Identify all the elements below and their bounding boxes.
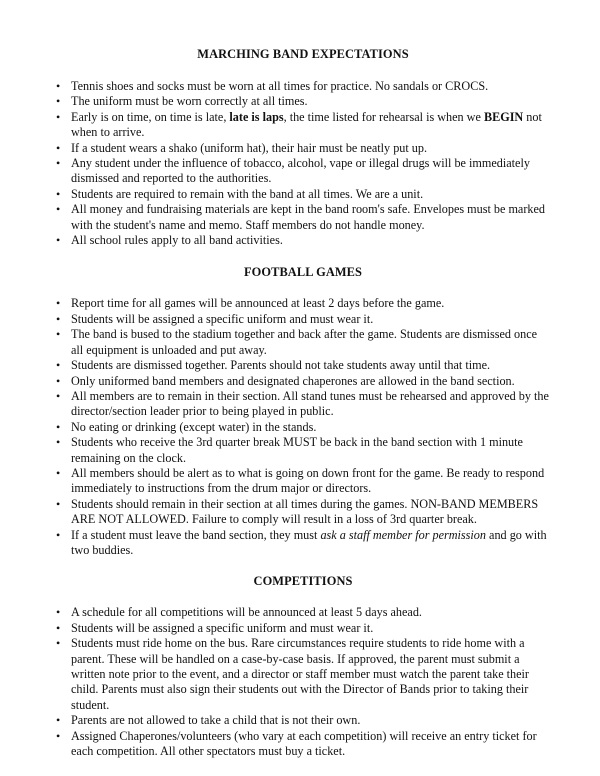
list-item xyxy=(56,466,550,497)
item-text: All members should be alert as to what is going on down front for the game. Be ready to respond immediately to instructions from the drum major or directors. xyxy=(71,465,545,496)
list-item xyxy=(56,327,550,358)
list-item xyxy=(56,233,550,248)
list-item xyxy=(56,374,550,389)
bold-text: BEGIN xyxy=(483,109,524,124)
list-item xyxy=(56,141,550,156)
list-item xyxy=(56,636,550,713)
item-text: Students must ride home on the bus. Rare circumstances require students to ride home with a parent. These will be handled on a case-by-case basis. If approved, the parent must submit a written note prior to the event, and a director or staff member must watch the parent take their child. Parents must also sign their students out with the Director of Bands prior to taking their student. xyxy=(71,636,529,712)
item-text: The uniform must be worn correctly at all times. xyxy=(71,94,308,109)
item-text: Assigned Chaperones/volunteers (who vary at each competition) will receive an entry ticket for each competition. All other spectators must buy a ticket. xyxy=(71,728,537,759)
item-text: Only uniformed band members and designated chaperones are allowed in the band section. xyxy=(71,373,515,388)
list-item xyxy=(56,312,550,327)
item-text: Students will be assigned a specific uniform and must wear it. xyxy=(71,620,374,635)
item-text: Tennis shoes and socks must be worn at all times for practice. No sandals or CROCS. xyxy=(71,79,489,93)
list-item xyxy=(56,420,550,435)
italic-text: ask a staff member for permission xyxy=(320,527,486,542)
list-item xyxy=(56,110,550,141)
section-title-competitions: COMPETITIONS xyxy=(253,574,353,589)
item-text: Students are required to remain with the band at all times. We are a unit. xyxy=(71,186,424,201)
bold-text: late is laps xyxy=(229,109,284,124)
item-text: Students should remain in their section at all times during the games. NON-BAND MEMBERS ARE NOT ALLOWED. Failure to comply will result in a loss of 3rd quarter break. xyxy=(71,496,539,527)
section-title-football-games: FOOTBALL GAMES xyxy=(243,265,363,280)
item-text: Any student under the influence of tobacco, alcohol, vape or illegal drugs will be immediately dismissed and reported to the authorities. xyxy=(71,156,530,186)
item-text: If a student must leave the band section, they must xyxy=(71,527,321,542)
list-item xyxy=(56,528,550,559)
list-item xyxy=(56,497,550,528)
list-item xyxy=(56,729,550,760)
list-item xyxy=(56,202,550,233)
list-item xyxy=(56,621,550,636)
list-item xyxy=(56,713,550,728)
list-item xyxy=(56,605,550,620)
list-item xyxy=(56,187,550,202)
list-item xyxy=(56,435,550,466)
item-text: Early is on time, on time is late, xyxy=(71,109,230,124)
item-text: No eating or drinking (except water) in the stands. xyxy=(71,419,317,434)
item-text: Students who receive the 3rd quarter break MUST be back in the band section with 1 minute remaining on the clock. xyxy=(71,435,523,465)
item-text: All members are to remain in their section. All stand tunes must be rehearsed and approved by the director/section leader prior to being played in public. xyxy=(71,388,549,419)
list-marching-band-expectations xyxy=(56,79,550,248)
list-item xyxy=(56,296,550,311)
item-text: Students are dismissed together. Parents should not take students away until that time. xyxy=(71,358,491,373)
section-title-marching-band-expectations: MARCHING BAND EXPECTATIONS xyxy=(197,47,409,61)
list-football-games xyxy=(56,296,550,558)
list-item xyxy=(56,389,550,420)
item-text: not when to arrive. xyxy=(71,109,542,140)
item-text: Parents are not allowed to take a child that is not their own. xyxy=(71,713,361,728)
list-item xyxy=(56,156,550,187)
item-text: All school rules apply to all band activities. xyxy=(71,233,283,248)
item-text: All money and fundraising materials are kept in the band room's safe. Envelopes must be marked with the student's name and memo. Staff members do not handle money. xyxy=(71,202,545,232)
item-text: and go with two buddies. xyxy=(71,527,547,557)
list-item xyxy=(56,94,550,109)
list-item xyxy=(56,358,550,373)
item-text: If a student wears a shako (uniform hat), their hair must be neatly put up. xyxy=(71,140,428,155)
item-text: The band is bused to the stadium together and back after the game. Students are dismissed once all equipment is unloaded and put away. xyxy=(71,327,538,357)
item-text: Students will be assigned a specific uniform and must wear it. xyxy=(71,311,374,326)
item-text: , the time listed for rehearsal is when we xyxy=(283,109,484,124)
list-item xyxy=(56,79,550,94)
item-text: Report time for all games will be announced at least 2 days before the game. xyxy=(71,296,445,311)
list-competitions xyxy=(56,605,550,759)
item-text: A schedule for all competitions will be announced at least 5 days ahead. xyxy=(71,605,422,620)
